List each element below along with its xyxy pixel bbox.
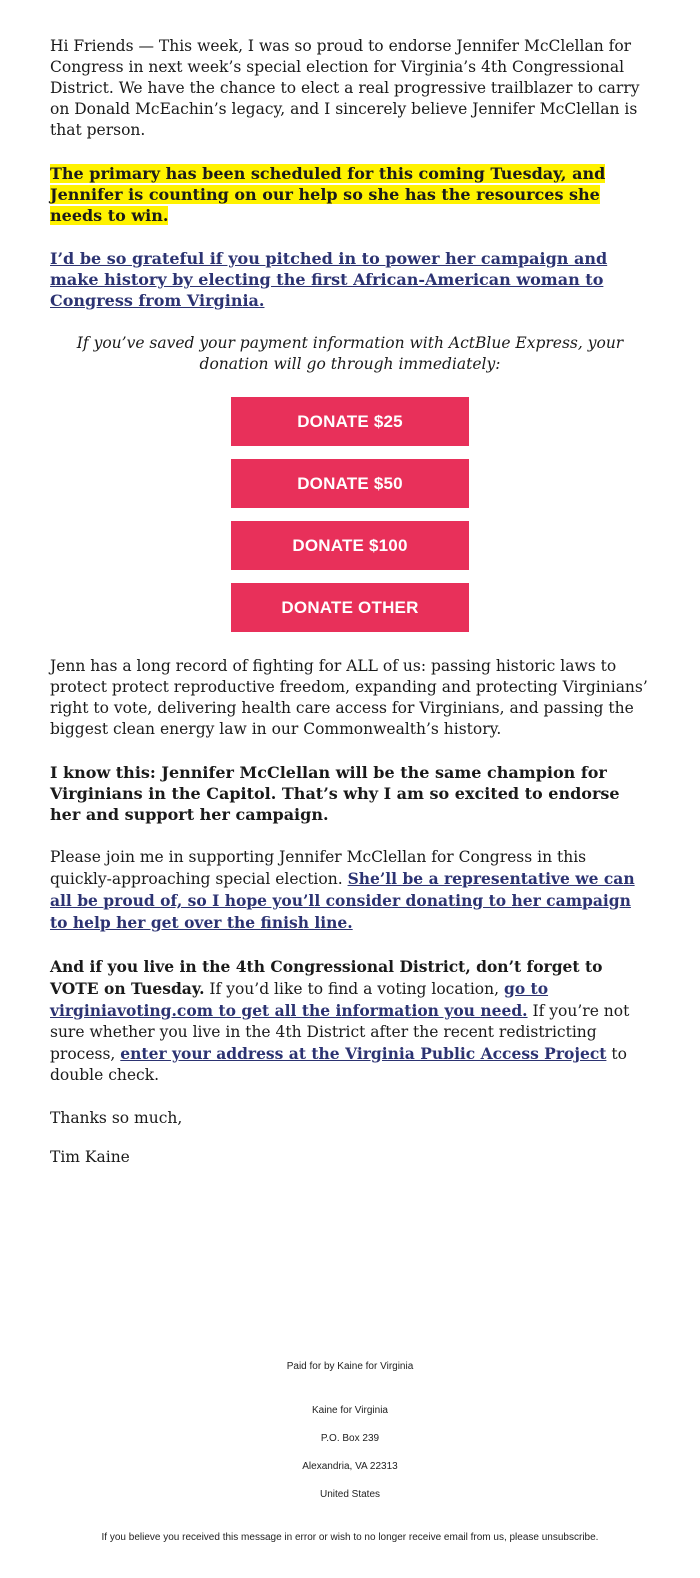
join-text: Please join me in supporting Jennifer McClellan for Congress in this quickly-approaching special election.	[50, 848, 587, 888]
signature: Tim Kaine	[50, 1148, 130, 1166]
donate-buttons	[50, 397, 650, 632]
footer-unsubscribe	[0, 1532, 700, 1543]
virginiavoting-link[interactable]: go to virginiavoting.com to get all the information you need.	[50, 979, 549, 1020]
grateful-donate-link[interactable]: I’d be so grateful if you pitched in to power her campaign and make history by electing the first African-American woman to Congress from Virginia.	[50, 249, 608, 310]
actblue-express-note: If you’ve saved your payment information with ActBlue Express, your donation will go through immediately:	[76, 334, 624, 373]
vpap-address-link[interactable]: enter your address at the Virginia Public Access Project	[120, 1044, 607, 1063]
footer-paid-for: Paid for by Kaine for Virginia	[286, 1361, 414, 1372]
thanks-text: Thanks so much,	[50, 1109, 183, 1127]
donate-other-button[interactable]: DONATE OTHER	[231, 583, 469, 632]
unsubscribe-link[interactable]: If you believe you received this message in error or wish to no longer receive email from us, please unsubscribe.	[101, 1532, 599, 1543]
footer-country: United States	[319, 1489, 381, 1500]
donate-25-button[interactable]: DONATE $25	[231, 397, 469, 446]
email-body	[50, 36, 650, 1168]
vote-text-2: If you’re not sure whether you live in the 4th District after the recent redistricting process,	[50, 1002, 630, 1063]
intro-paragraph: Hi Friends — This week, I was so proud to endorse Jennifer McClellan for Congress in next week’s special election for Virginia’s 4th Congressional District. We have the chance to elect a real progressive trailblazer to carry on Donald McEachin’s legacy, and I sincerely believe Jennifer McClellan is that person.	[50, 37, 640, 139]
record-paragraph: Jenn has a long record of fighting for ALL of us: passing historic laws to protect protect reproductive freedom, expanding and protecting Virginians’ right to vote, delivering health care access for Virginians, and passing the biggest clean energy law in our Commonwealth’s history.	[50, 657, 648, 738]
join-paragraph	[50, 847, 650, 934]
footer-city: Alexandria, VA 22313	[302, 1461, 398, 1472]
highlighted-text: The primary has been scheduled for this coming Tuesday, and Jennifer is counting on our help so she has the resources she needs to win.	[50, 164, 606, 225]
vote-text-3: to double check.	[50, 1045, 627, 1084]
donate-100-button[interactable]: DONATE $100	[231, 521, 469, 570]
vote-reminder: And if you live in the 4th Congressional District, don’t forget to VOTE on Tuesday.	[50, 957, 603, 998]
champion-paragraph: I know this: Jennifer McClellan will be the same champion for Virginians in the Capitol. That’s why I am so excited to endorse her and support her campaign.	[50, 763, 620, 824]
representative-donate-link[interactable]: She’ll be a representative we can all be proud of, so I hope you’ll consider donating to her campaign to help her get over the finish line.	[50, 869, 635, 932]
vote-text-1: If you’d like to find a voting location,	[209, 980, 500, 998]
donate-50-button[interactable]: DONATE $50	[231, 459, 469, 508]
highlight-paragraph	[50, 163, 650, 226]
vote-paragraph	[50, 956, 650, 1086]
footer-org: Kaine for Virginia	[312, 1405, 388, 1416]
footer-po-box: P.O. Box 239	[320, 1433, 380, 1444]
